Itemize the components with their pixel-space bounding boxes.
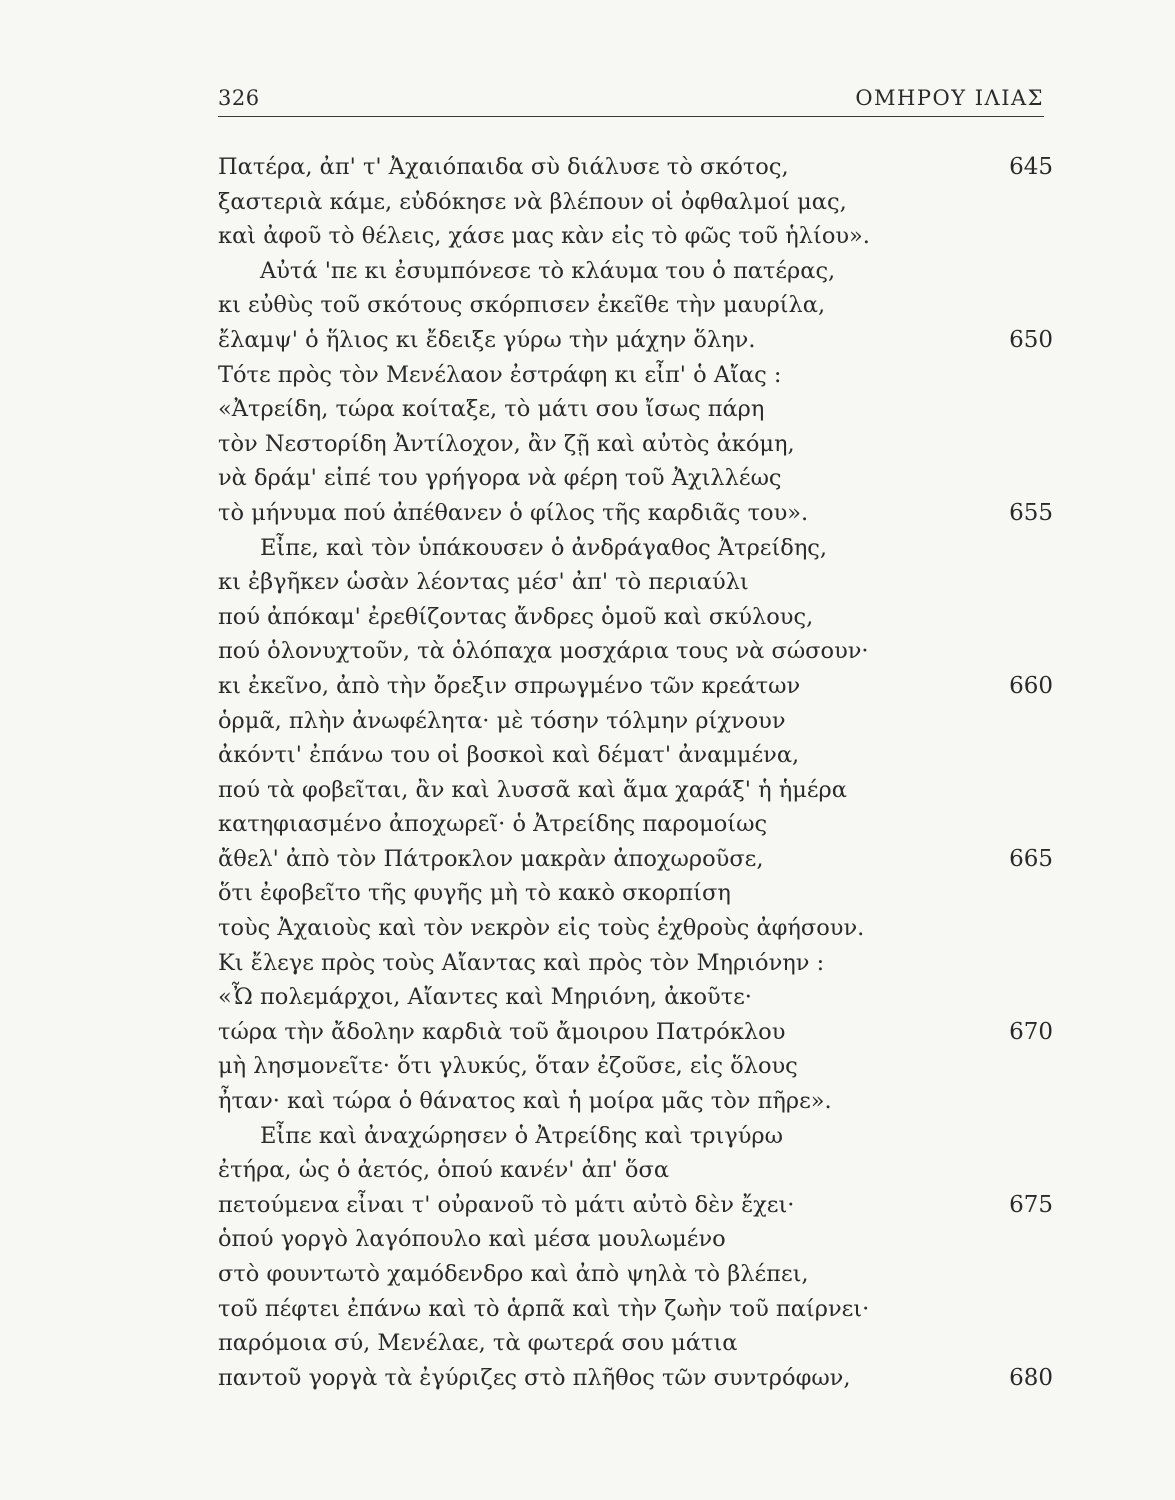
verse-line	[218, 704, 1053, 739]
page-number: 326	[218, 86, 260, 110]
verse-line	[218, 1361, 1053, 1396]
verse-number: 665	[1009, 845, 1053, 872]
verse-line	[218, 427, 1053, 462]
verse-text: τὸ μήνυμα πού ἀπέθανεν ὁ φίλος τῆς καρδιᾶς του».	[218, 499, 809, 526]
verse-text: τοῦ πέφτει ἐπάνω καὶ τὸ ἁρπᾶ καὶ τὴν ζωὴν τοῦ παίρνει·	[218, 1295, 870, 1322]
verse-text: ἔλαμψ' ὁ ἥλιος κι ἔδειξε γύρω τὴν μάχην ὅλην.	[218, 326, 756, 353]
verse-text: κι εὐθὺς τοῦ σκότους σκόρπισεν ἐκεῖθε τὴν μαυρίλα,	[218, 292, 826, 319]
running-title: ΟΜΗΡΟΥ ΙΛΙΑΣ	[855, 86, 1044, 110]
verse-line	[218, 1257, 1053, 1292]
verse-line	[218, 496, 1053, 531]
verse-text: νὰ δράμ' εἰπέ του γρήγορα νὰ φέρη τοῦ Ἀχιλλέως	[218, 465, 782, 492]
verse-line	[218, 150, 1053, 185]
verse-number: 670	[1009, 1018, 1053, 1045]
verse-text: ξαστεριὰ κάμε, εὐδόκησε νὰ βλέπουν οἱ ὀφθαλμοί μας,	[218, 188, 847, 215]
verse-line	[218, 980, 1053, 1015]
verse-text: Τότε πρὸς τὸν Μενέλαον ἐστράφη κι εἶπ' ὁ Αἴας :	[218, 361, 782, 388]
verse-number: 660	[1009, 672, 1053, 699]
verse-text: ἐτήρα, ὡς ὁ ἀετός, ὁπού κανέν' ἀπ' ὅσα	[218, 1157, 670, 1184]
verse-line	[218, 1292, 1053, 1327]
verse-text: ἄθελ' ἀπὸ τὸν Πάτροκλον μακρὰν ἀποχωροῦσε,	[218, 845, 764, 872]
verse-line	[218, 288, 1053, 323]
verse-line	[218, 392, 1053, 427]
verse-text: τὸν Νεστορίδη Ἀντίλοχον, ἂν ζῇ καὶ αὐτὸς ἀκόμη,	[218, 430, 795, 457]
verse-line	[218, 358, 1053, 393]
verse-line	[218, 669, 1053, 704]
verse-text: «Ἀτρείδη, τώρα κοίταξε, τὸ μάτι σου ἴσως πάρη	[218, 396, 765, 423]
verse-line	[218, 185, 1053, 220]
verse-text: κατηφιασμένο ἀποχωρεῖ· ὁ Ἀτρείδης παρομοίως	[218, 811, 768, 838]
verse-number: 680	[1009, 1364, 1053, 1391]
verse-line	[218, 323, 1053, 358]
verse-line	[218, 773, 1053, 808]
verse-line	[218, 219, 1053, 254]
verse-text: κι ἐβγῆκεν ὡσὰν λέοντας μέσ' ἀπ' τὸ περιαύλι	[218, 569, 749, 596]
verse-line	[218, 1153, 1053, 1188]
verse-block	[218, 150, 1053, 1395]
verse-text: κι ἐκεῖνο, ἀπὸ τὴν ὄρεξιν σπρωγμένο τῶν κρεάτων	[218, 672, 801, 699]
verse-text: ὁρμᾶ, πλὴν ἀνωφέλητα· μὲ τόσην τόλμην ρίχνουν	[218, 707, 786, 734]
verse-text: Εἶπε καὶ ἀναχώρησεν ὁ Ἀτρείδης καὶ τριγύρω	[260, 1122, 783, 1149]
verse-line	[218, 807, 1053, 842]
verse-number: 655	[1009, 499, 1053, 526]
verse-line	[218, 1222, 1053, 1257]
verse-text: καὶ ἀφοῦ τὸ θέλεις, χάσε μας κὰν εἰς τὸ φῶς τοῦ ἡλίου».	[218, 223, 870, 250]
verse-line	[218, 1049, 1053, 1084]
verse-line	[218, 1119, 1053, 1154]
verse-line	[218, 600, 1053, 635]
verse-line	[218, 1326, 1053, 1361]
verse-line	[218, 842, 1053, 877]
verse-text: Αὐτά 'πε κι ἐσυμπόνεσε τὸ κλάυμα του ὁ πατέρας,	[260, 257, 836, 284]
verse-text: πού ὁλονυχτοῦν, τὰ ὁλόπαχα μοσχάρια τους νὰ σώσουν·	[218, 638, 869, 665]
verse-text: παρόμοια σύ, Μενέλαε, τὰ φωτερά σου μάτια	[218, 1330, 738, 1357]
verse-line	[218, 461, 1053, 496]
verse-text: πετούμενα εἶναι τ' οὐρανοῦ τὸ μάτι αὐτὸ δὲν ἔχει·	[218, 1191, 795, 1218]
verse-line	[218, 1188, 1053, 1223]
verse-text: πού τὰ φοβεῖται, ἂν καὶ λυσσᾶ καὶ ἅμα χαράξ' ἡ ἡμέρα	[218, 776, 847, 803]
verse-text: μὴ λησμονεῖτε· ὅτι γλυκύς, ὅταν ἐζοῦσε, εἰς ὅλους	[218, 1053, 798, 1080]
verse-line	[218, 254, 1053, 289]
verse-line	[218, 876, 1053, 911]
verse-line	[218, 531, 1053, 566]
verse-line	[218, 911, 1053, 946]
verse-line	[218, 946, 1053, 981]
verse-line	[218, 738, 1053, 773]
verse-text: ἦταν· καὶ τώρα ὁ θάνατος καὶ ἡ μοίρα μᾶς τὸν πῆρε».	[218, 1088, 832, 1115]
verse-line	[218, 1015, 1053, 1050]
verse-text: Πατέρα, ἀπ' τ' Ἀχαιόπαιδα σὺ διάλυσε τὸ σκότος,	[218, 154, 789, 180]
verse-text: «Ὦ πολεμάρχοι, Αἴαντες καὶ Μηριόνη, ἀκοῦτε·	[218, 984, 752, 1011]
verse-text: παντοῦ γοργὰ τὰ ἐγύριζες στὸ πλῆθος τῶν συντρόφων,	[218, 1364, 851, 1391]
verse-text: τώρα τὴν ἄδολην καρδιὰ τοῦ ἄμοιρου Πατρόκλου	[218, 1018, 786, 1045]
verse-number: 650	[1009, 326, 1053, 353]
verse-number: 645	[1009, 154, 1053, 180]
verse-text: ἀκόντι' ἐπάνω του οἱ βοσκοὶ καὶ δέματ' ἀναμμένα,	[218, 742, 800, 769]
verse-line	[218, 565, 1053, 600]
verse-text: ὁπού γοργὸ λαγόπουλο καὶ μέσα μουλωμένο	[218, 1226, 726, 1253]
verse-text: πού ἀπόκαμ' ἐρεθίζοντας ἄνδρες ὁμοῦ καὶ σκύλους,	[218, 603, 814, 630]
verse-text: στὸ φουντωτὸ χαμόδενδρο καὶ ἀπὸ ψηλὰ τὸ βλέπει,	[218, 1261, 809, 1287]
verse-number: 675	[1009, 1191, 1053, 1218]
verse-text: Κι ἔλεγε πρὸς τοὺς Αἴαντας καὶ πρὸς τὸν Μηριόνην :	[218, 949, 825, 976]
verse-line	[218, 634, 1053, 669]
verse-text: τοὺς Ἀχαιοὺς καὶ τὸν νεκρὸν εἰς τοὺς ἐχθροὺς ἀφήσουν.	[218, 915, 865, 942]
verse-text: ὅτι ἐφοβεῖτο τῆς φυγῆς μὴ τὸ κακὸ σκορπίση	[218, 880, 731, 907]
page-header	[218, 82, 1044, 117]
verse-text: Εἶπε, καὶ τὸν ὑπάκουσεν ὁ ἀνδράγαθος Ἀτρείδης,	[260, 534, 828, 561]
verse-line	[218, 1084, 1053, 1119]
